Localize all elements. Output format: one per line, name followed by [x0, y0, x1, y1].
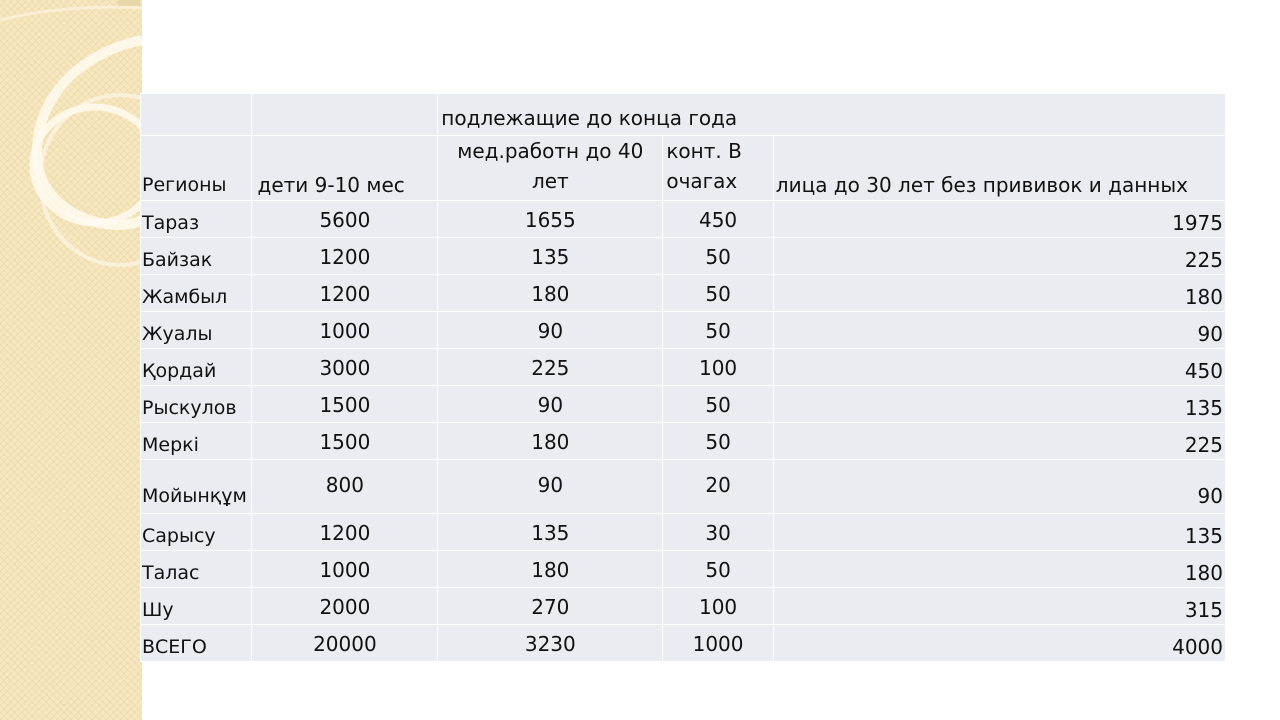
sidebar-decoration — [0, 0, 142, 720]
ring-swirl-decoration-icon — [0, 0, 142, 720]
cont-cell: 50 — [663, 275, 773, 312]
med-cell: 270 — [438, 588, 663, 625]
med-cell: 90 — [438, 386, 663, 423]
adult-cell: 135 — [773, 386, 1225, 423]
kids-cell: 3000 — [252, 349, 438, 386]
med-cell: 135 — [438, 514, 663, 551]
adult-cell: 450 — [773, 349, 1225, 386]
header-row-columns — [141, 136, 1226, 201]
adult-cell: 4000 — [773, 625, 1225, 662]
kids-cell: 1000 — [252, 312, 438, 349]
kids-cell: 1000 — [252, 551, 438, 588]
med-cell: 225 — [438, 349, 663, 386]
vaccination-table — [140, 93, 1226, 662]
region-cell: ВСЕГО — [141, 625, 252, 662]
kids-cell: 800 — [252, 460, 438, 514]
region-cell: Меркі — [141, 423, 252, 460]
region-cell: Жамбыл — [141, 275, 252, 312]
table-row — [141, 349, 1226, 386]
cont-cell: 50 — [663, 423, 773, 460]
header-row-group — [141, 94, 1226, 136]
column-header-kids: дети 9-10 мес — [252, 136, 438, 201]
adult-cell: 180 — [773, 551, 1225, 588]
table-row — [141, 386, 1226, 423]
cont-cell: 50 — [663, 551, 773, 588]
adult-cell: 225 — [773, 423, 1225, 460]
cont-cell: 50 — [663, 386, 773, 423]
kids-cell: 1200 — [252, 514, 438, 551]
kids-cell: 20000 — [252, 625, 438, 662]
adult-cell: 90 — [773, 460, 1225, 514]
table-row — [141, 588, 1226, 625]
cont-cell: 1000 — [663, 625, 773, 662]
vaccination-table-container — [140, 93, 1226, 662]
header-empty-cell — [252, 94, 438, 136]
region-cell: Мойынқұм — [141, 460, 252, 514]
cont-cell: 30 — [663, 514, 773, 551]
cont-cell: 450 — [663, 201, 773, 238]
region-cell: Шу — [141, 588, 252, 625]
column-header-region: Регионы — [141, 136, 252, 201]
cont-cell: 100 — [663, 588, 773, 625]
kids-cell: 2000 — [252, 588, 438, 625]
adult-cell: 90 — [773, 312, 1225, 349]
top-strip — [118, 0, 140, 6]
med-cell: 3230 — [438, 625, 663, 662]
header-group-label: подлежащие до конца года — [438, 94, 1226, 136]
adult-cell: 135 — [773, 514, 1225, 551]
region-cell: Байзак — [141, 238, 252, 275]
table-row — [141, 201, 1226, 238]
region-cell: Рыскулов — [141, 386, 252, 423]
table-row — [141, 275, 1226, 312]
table-row — [141, 460, 1226, 514]
table-row — [141, 423, 1226, 460]
kids-cell: 5600 — [252, 201, 438, 238]
column-header-med: мед.работн до 40 лет — [438, 136, 663, 201]
kids-cell: 1200 — [252, 275, 438, 312]
med-cell: 90 — [438, 312, 663, 349]
med-cell: 1655 — [438, 201, 663, 238]
med-cell: 135 — [438, 238, 663, 275]
med-cell: 180 — [438, 275, 663, 312]
cont-cell: 50 — [663, 238, 773, 275]
table-row — [141, 514, 1226, 551]
table-row — [141, 238, 1226, 275]
column-header-cont: конт. В очагах — [663, 136, 773, 201]
region-cell: Сарысу — [141, 514, 252, 551]
kids-cell: 1200 — [252, 238, 438, 275]
kids-cell: 1500 — [252, 386, 438, 423]
kids-cell: 1500 — [252, 423, 438, 460]
table-row — [141, 312, 1226, 349]
header-empty-cell — [141, 94, 252, 136]
med-cell: 180 — [438, 423, 663, 460]
adult-cell: 225 — [773, 238, 1225, 275]
table-row — [141, 625, 1226, 662]
region-cell: Қордай — [141, 349, 252, 386]
med-cell: 90 — [438, 460, 663, 514]
cont-cell: 20 — [663, 460, 773, 514]
region-cell: Жуалы — [141, 312, 252, 349]
column-header-adult: лица до 30 лет без прививок и данных — [773, 136, 1225, 201]
adult-cell: 315 — [773, 588, 1225, 625]
cont-cell: 50 — [663, 312, 773, 349]
cont-cell: 100 — [663, 349, 773, 386]
region-cell: Талас — [141, 551, 252, 588]
med-cell: 180 — [438, 551, 663, 588]
region-cell: Тараз — [141, 201, 252, 238]
adult-cell: 180 — [773, 275, 1225, 312]
table-row — [141, 551, 1226, 588]
adult-cell: 1975 — [773, 201, 1225, 238]
